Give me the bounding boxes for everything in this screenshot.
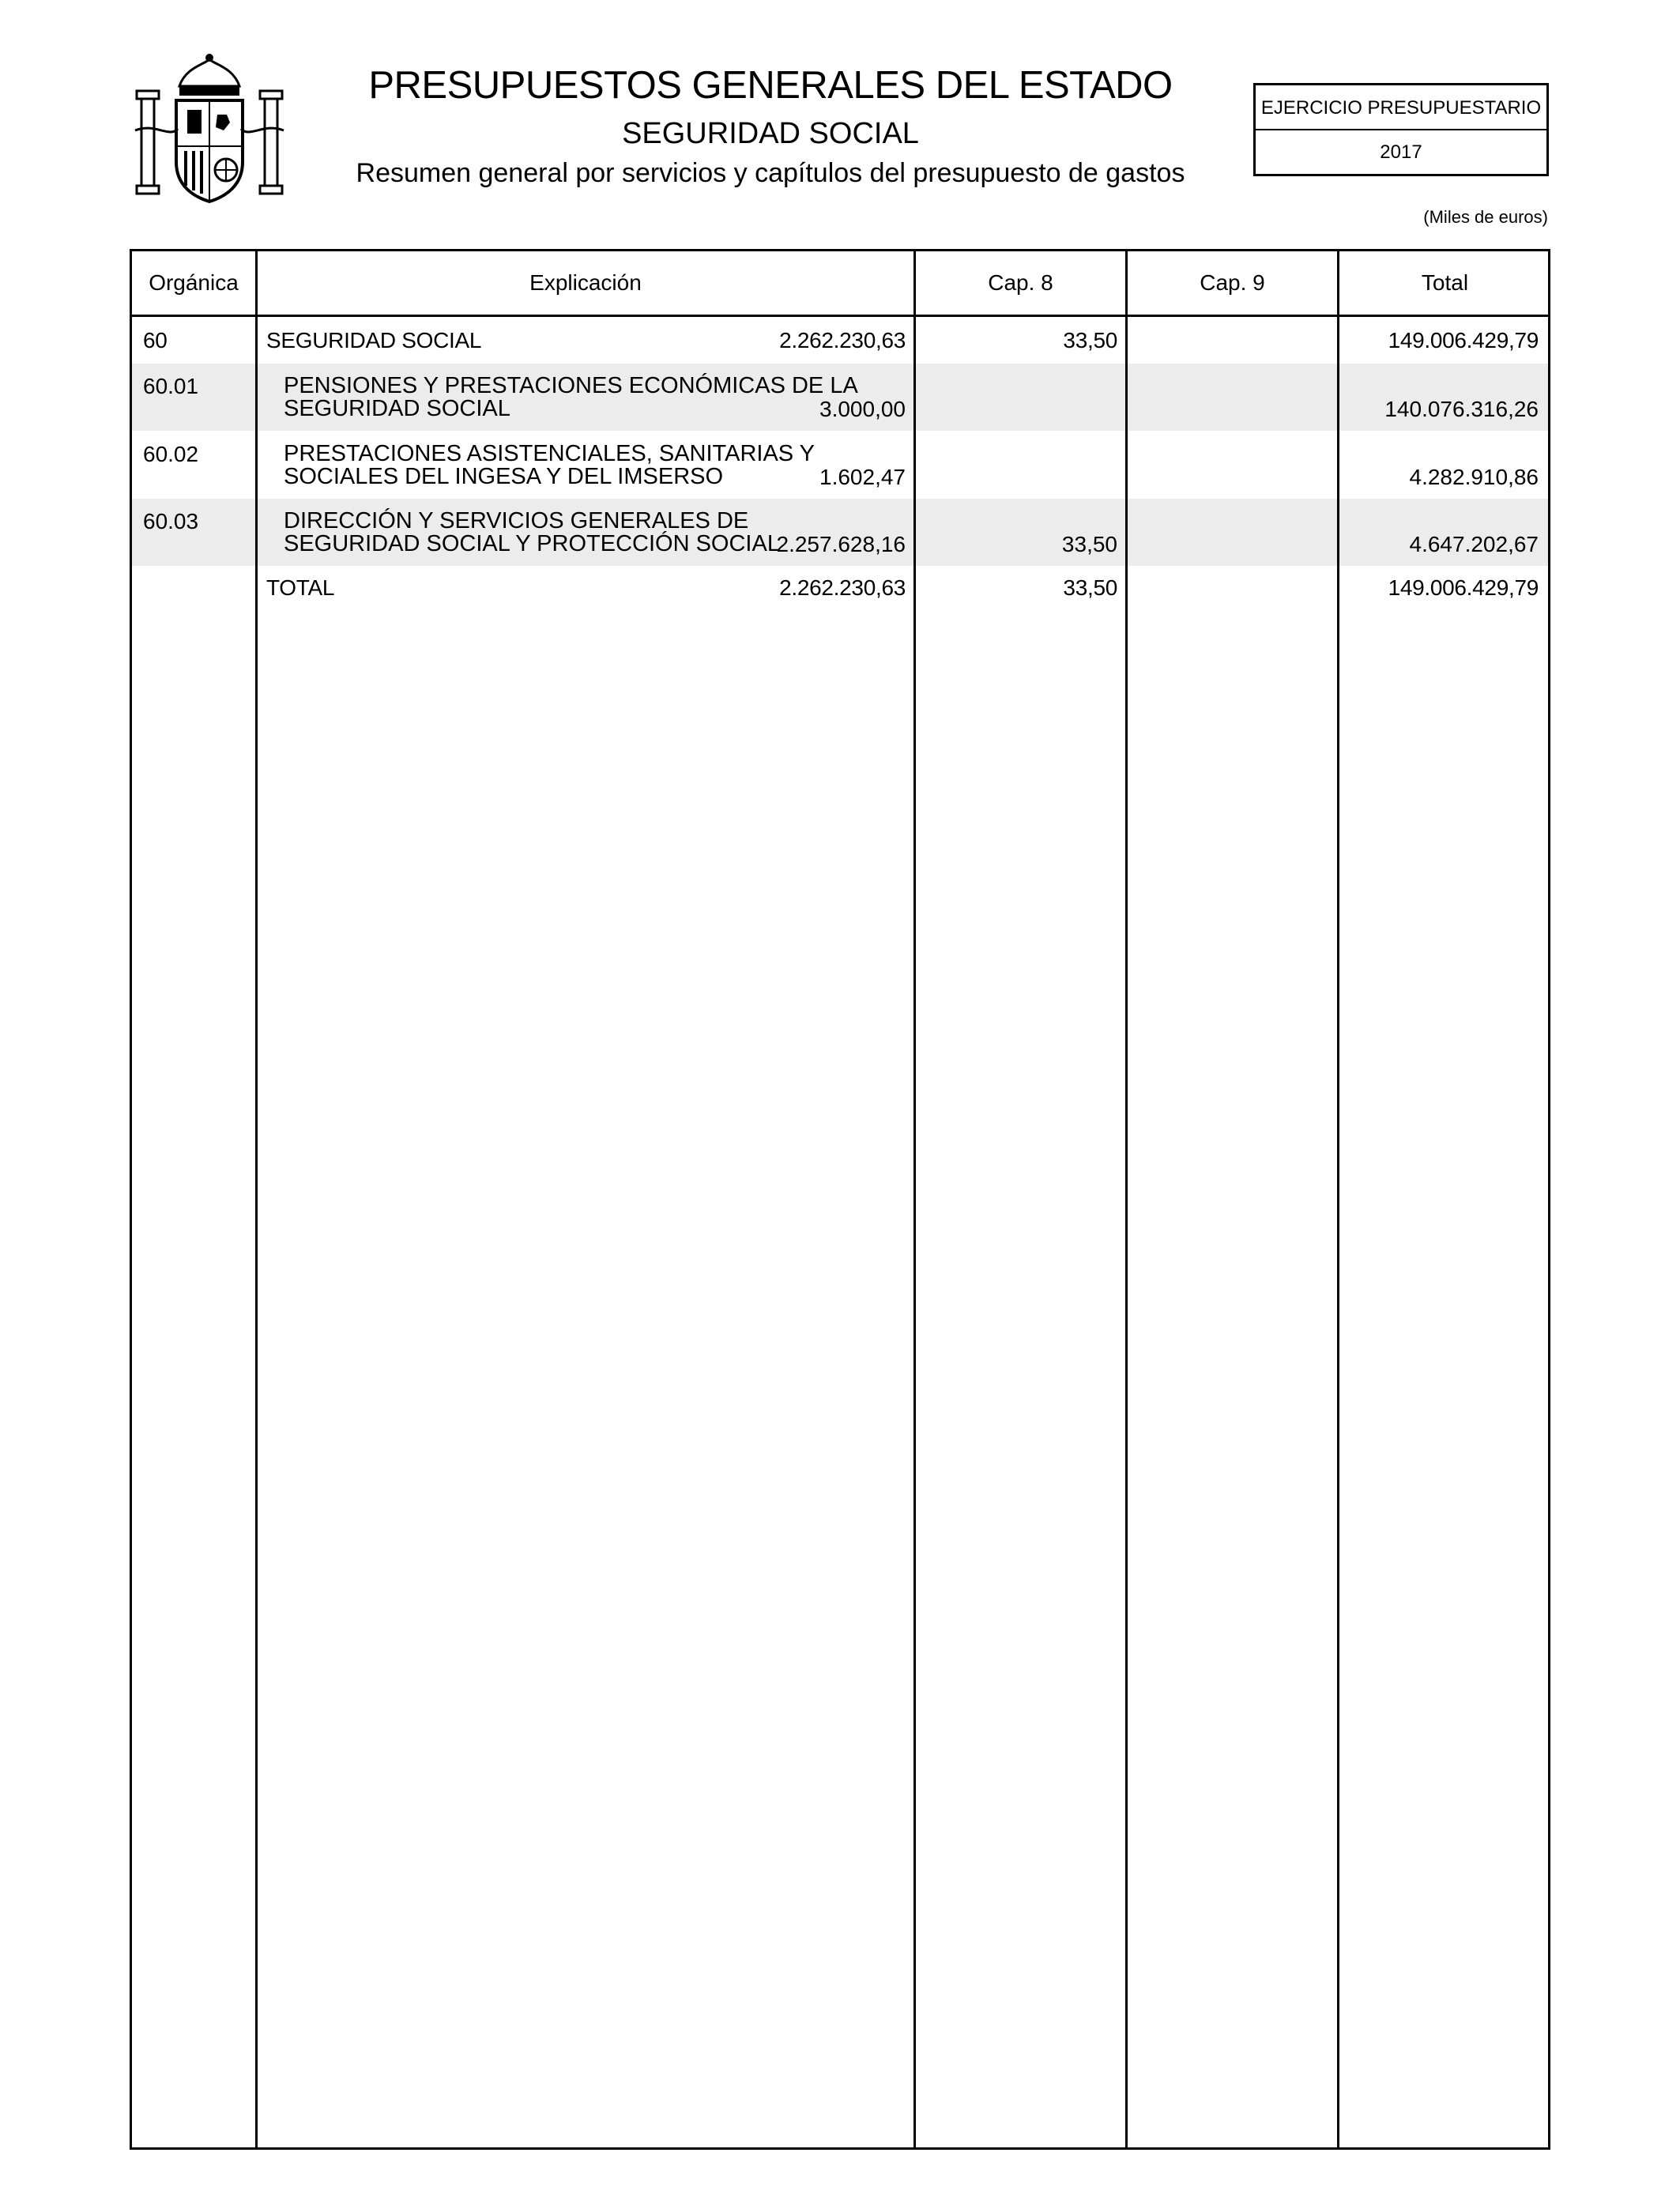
total-label: TOTAL [266,575,335,600]
total-cap8: 2.262.230,63 [779,575,906,600]
row-total: 140.076.316,26 [1384,397,1539,421]
row-explicacion: SEGURIDAD SOCIAL [266,328,482,352]
column-header-cap9: Cap. 9 [1200,270,1265,295]
fiscal-year-value: 2017 [1380,141,1422,163]
row-explicacion: PENSIONES Y PRESTACIONES ECONÓMICAS DE LA SEGURIDAD SOCIAL [284,373,857,421]
row-organica: 60.02 [143,442,199,466]
row-cap9: 33,50 [1061,532,1117,556]
page-title: PRESUPUESTOS GENERALES DEL ESTADO [368,64,1173,107]
row-explicacion: PRESTACIONES ASISTENCIALES, SANITARIAS Y SOCIALES DEL INGESA Y DEL IMSERSO [284,441,815,489]
column-header-organica: Orgánica [149,270,239,295]
row-cap8: 3.000,00 [819,397,906,421]
header-divider [132,315,1548,317]
row-cap8: 2.257.628,16 [776,532,906,556]
coat-of-arms-logo [130,51,288,209]
column-divider [913,251,916,2147]
row-explicacion: DIRECCIÓN Y SERVICIOS GENERALES DE SEGURIDAD SOCIAL Y PROTECCIÓN SOCIAL [284,508,780,556]
budget-table [130,249,1550,2150]
column-divider [1337,251,1339,2147]
page-subtitle: SEGURIDAD SOCIAL [622,117,919,150]
row-organica: 60 [143,328,168,352]
fiscal-year-label: EJERCICIO PRESUPUESTARIO [1256,85,1546,130]
column-divider [255,251,258,2147]
row-total: 4.282.910,86 [1409,465,1539,489]
row-total: 4.647.202,67 [1409,532,1539,556]
column-header-explicacion: Explicación [529,270,642,295]
units-note: (Miles de euros) [1423,207,1548,227]
row-organica: 60.01 [143,374,199,398]
row-cap8: 1.602,47 [819,465,906,489]
column-header-total: Total [1421,270,1469,295]
page-description: Resumen general por servicios y capítulos del presupuesto de gastos [356,158,1185,188]
row-cap8: 2.262.230,63 [779,328,906,352]
row-cap9: 33,50 [1063,328,1117,352]
fiscal-year-box [1253,83,1549,176]
column-header-cap8: Cap. 8 [988,270,1053,295]
total-total: 149.006.429,79 [1388,575,1539,600]
total-cap9: 33,50 [1063,575,1117,600]
column-divider [1125,251,1128,2147]
row-organica: 60.03 [143,509,199,533]
row-total: 149.006.429,79 [1388,328,1539,352]
